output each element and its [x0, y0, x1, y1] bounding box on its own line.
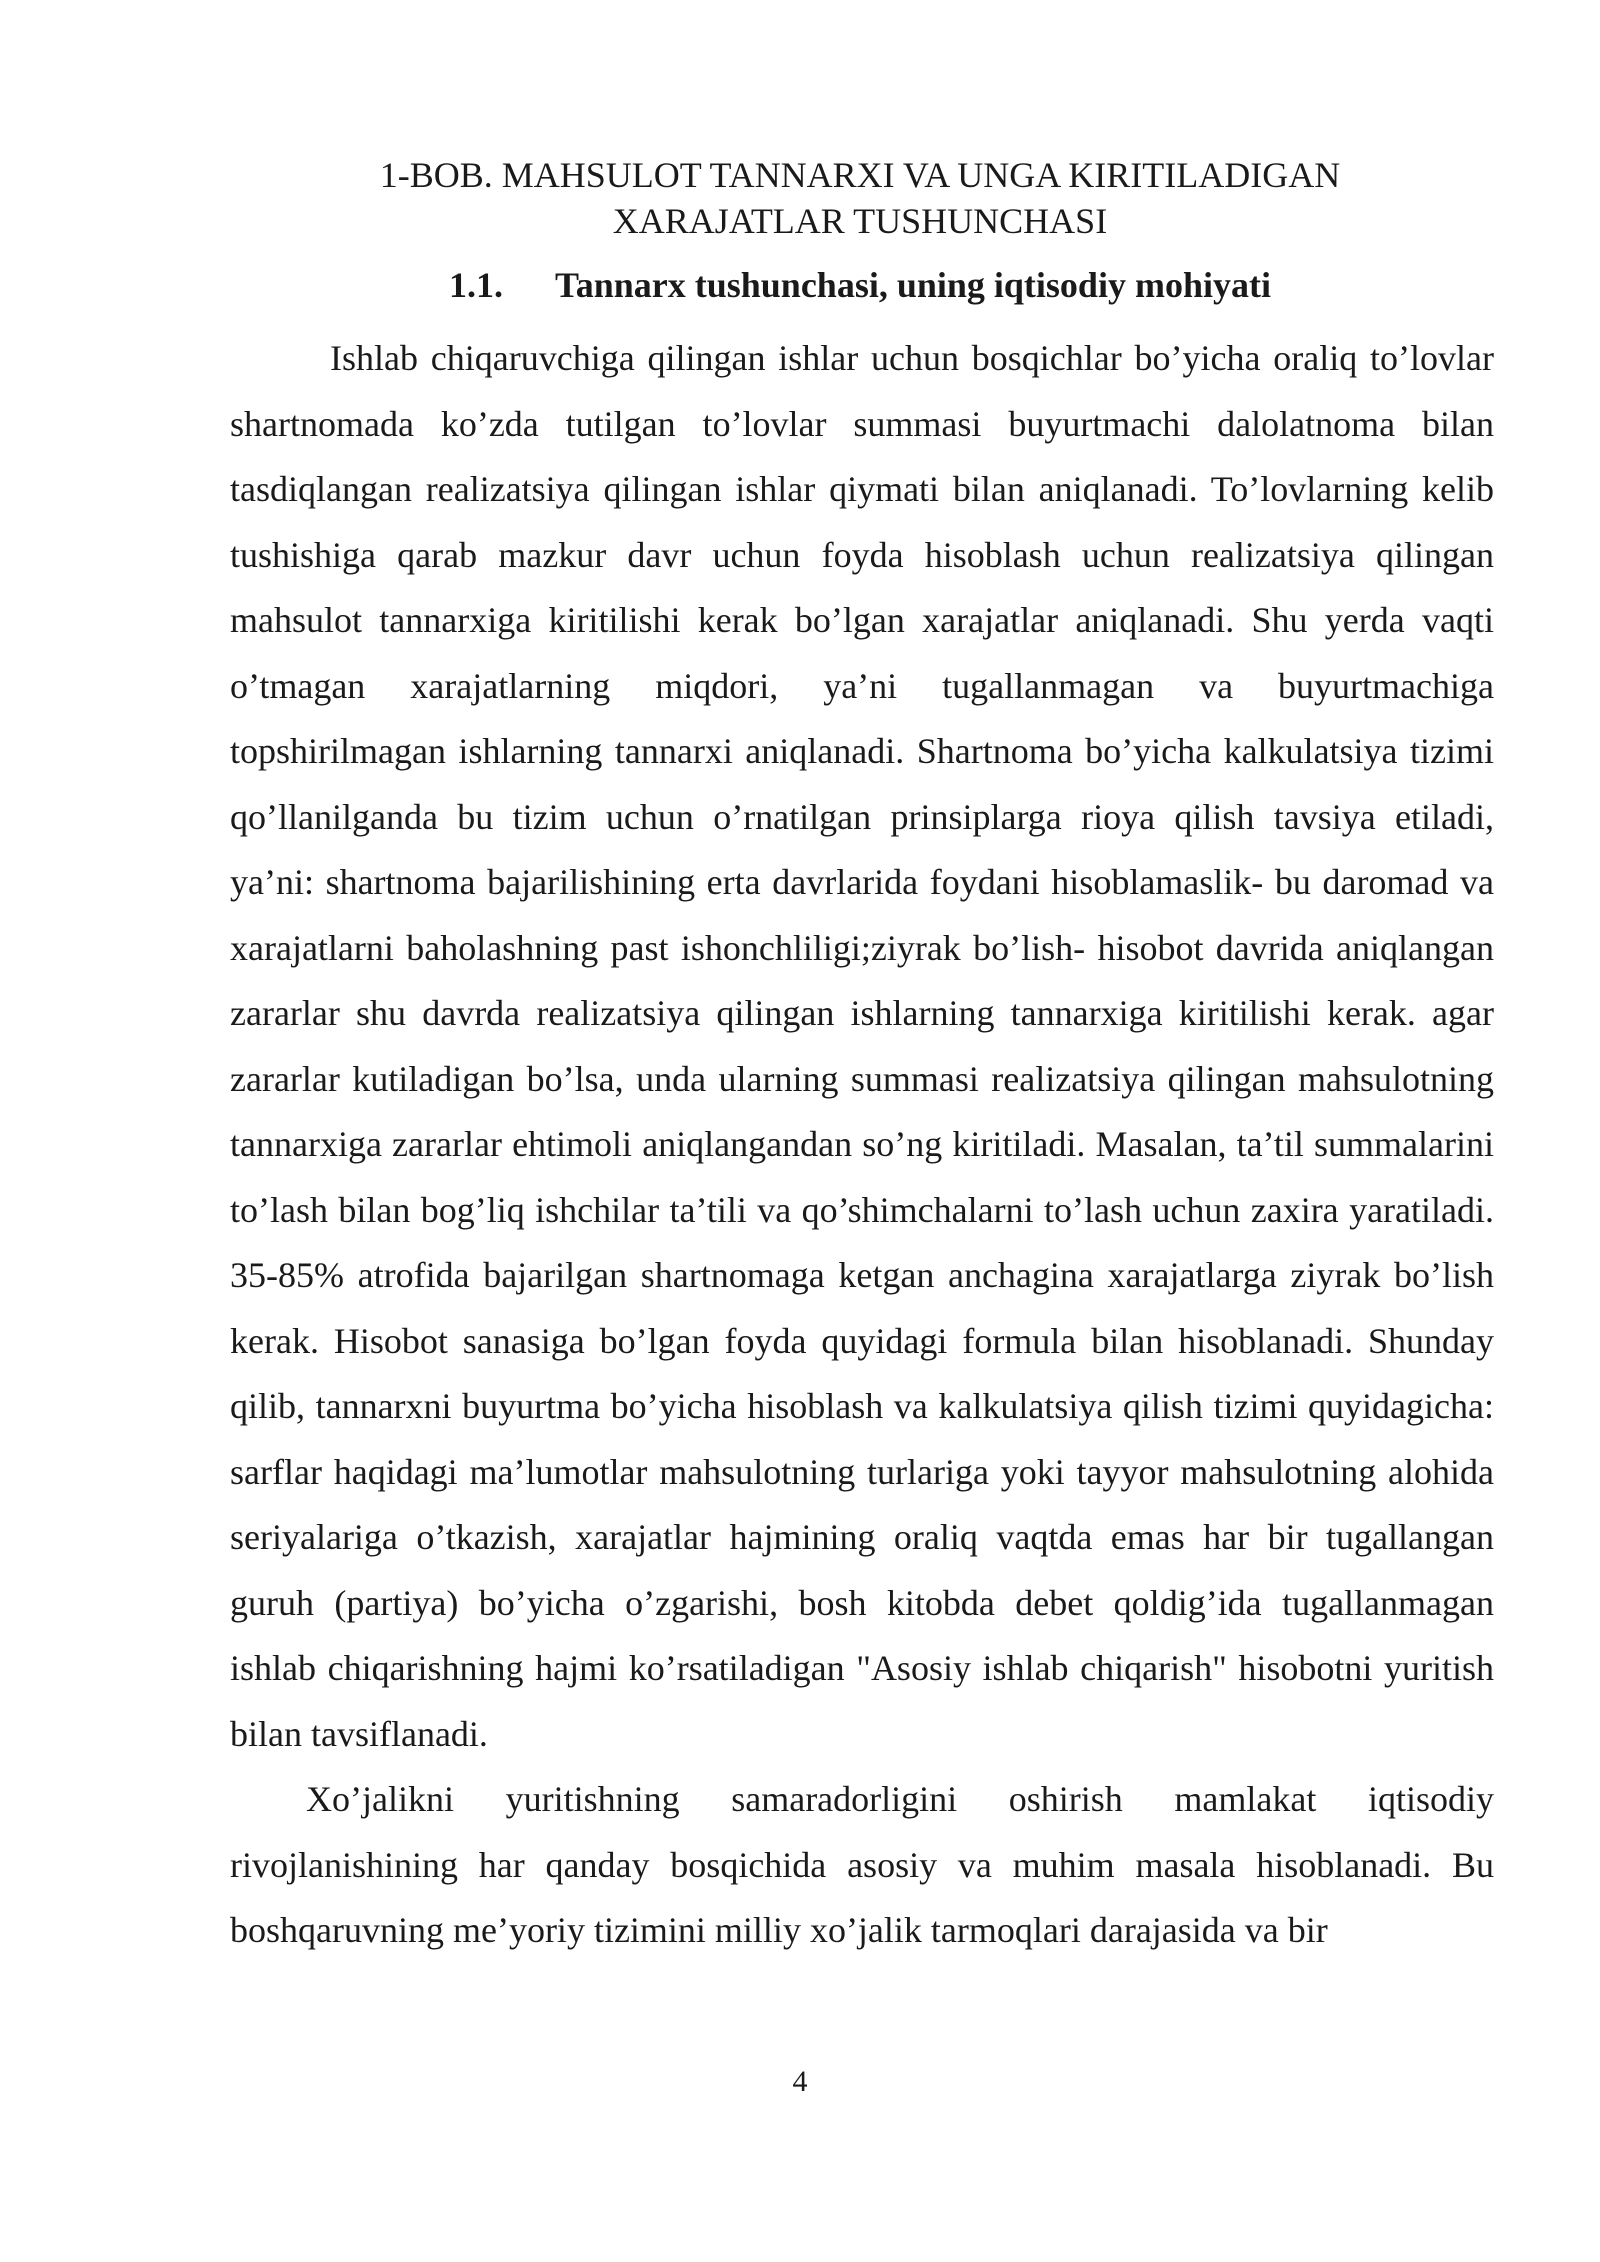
paragraph-2: Xo’jalikni yuritishning samaradorligini oshirish mamlakat iqtisodiy rivojlanishining har qanday bosqichida asosiy va muhim masala hisoblanadi. Bu boshqaruvning me’yoriy tizimini milliy xo’jalik tarmoqlari darajasida va bir [230, 1779, 1494, 1950]
body-text [230, 326, 1494, 1964]
chapter-title [230, 152, 1490, 244]
chapter-title-line-1: 1-BOB. MAHSULOT TANNARXI VA UNGA KIRITILADIGAN [379, 155, 1341, 195]
chapter-title-line-2: XARAJATLAR TUSHUNCHASI [612, 201, 1108, 241]
page-number: 4 [792, 2065, 808, 2098]
section-heading [230, 262, 1490, 308]
paragraph-1: Ishlab chiqaruvchiga qilingan ishlar uchun bosqichlar bo’yicha oraliq to’lovlar shartnomada ko’zda tutilgan to’lovlar summasi buyurtmachi dalolatnoma bilan tasdiqlangan realizatsiya qilingan ishlar qiymati bilan aniqlanadi. To’lovlarning kelib tushishiga qarab mazkur davr uchun foyda hisoblash uchun realizatsiya qilingan mahsulot tannarxiga kiritilishi kerak bo’lgan xarajatlar aniqlanadi. Shu yerda vaqti o’tmagan xarajatlarning miqdori, ya’ni tugallanmagan va buyurtmachiga topshirilmagan ishlarning tannarxi aniqlanadi. Shartnoma bo’yicha kalkulatsiya tizimi qo’llanilganda bu tizim uchun o’rnatilgan prinsiplarga rioya qilish tavsiya etiladi, ya’ni: shartnoma bajarilishining erta davrlarida foydani hisoblamaslik- bu daromad va xarajatlarni baholashning past ishonchliligi;ziyrak bo’lish- hisobot davrida aniqlangan zararlar shu davrda realizatsiya qilingan ishlarning tannarxiga kiritilishi kerak. agar zararlar kutiladigan bo’lsa, unda ularning summasi realizatsiya qilingan mahsulotning tannarxiga zararlar ehtimoli aniqlangandan so’ng kiritiladi. Masalan, ta’til summalarini to’lash bilan bog’liq ishchilar ta’tili va qo’shimchalarni to’lash uchun zaxira yaratiladi. 35-85% atrofida bajarilgan shartnomaga ketgan anchagina xarajatlarga ziyrak bo’lish kerak. Hisobot sanasiga bo’lgan foyda quyidagi formula bilan hisoblanadi. Shunday qilib, tannarxni buyurtma bo’yicha hisoblash va kalkulatsiya qilish tizimi quyidagicha: sarflar haqidagi ma’lumotlar mahsulotning turlariga yoki tayyor mahsulotning alohida seriyalariga o’tkazish, xarajatlar hajmining oraliq vaqtda emas har bir tugallangan guruh (partiya) bo’yicha o’zgarishi, bosh kitobda debet qoldig’ida tugallanmagan ishlab chiqarishning hajmi ko’rsatiladigan "Asosiy ishlab chiqarish" hisobotni yuritish bilan tavsiflanadi. [230, 338, 1494, 1754]
section-title: Tannarx tushunchasi, uning iqtisodiy mohiyati [555, 265, 1271, 305]
section-number: 1.1. [449, 265, 504, 305]
